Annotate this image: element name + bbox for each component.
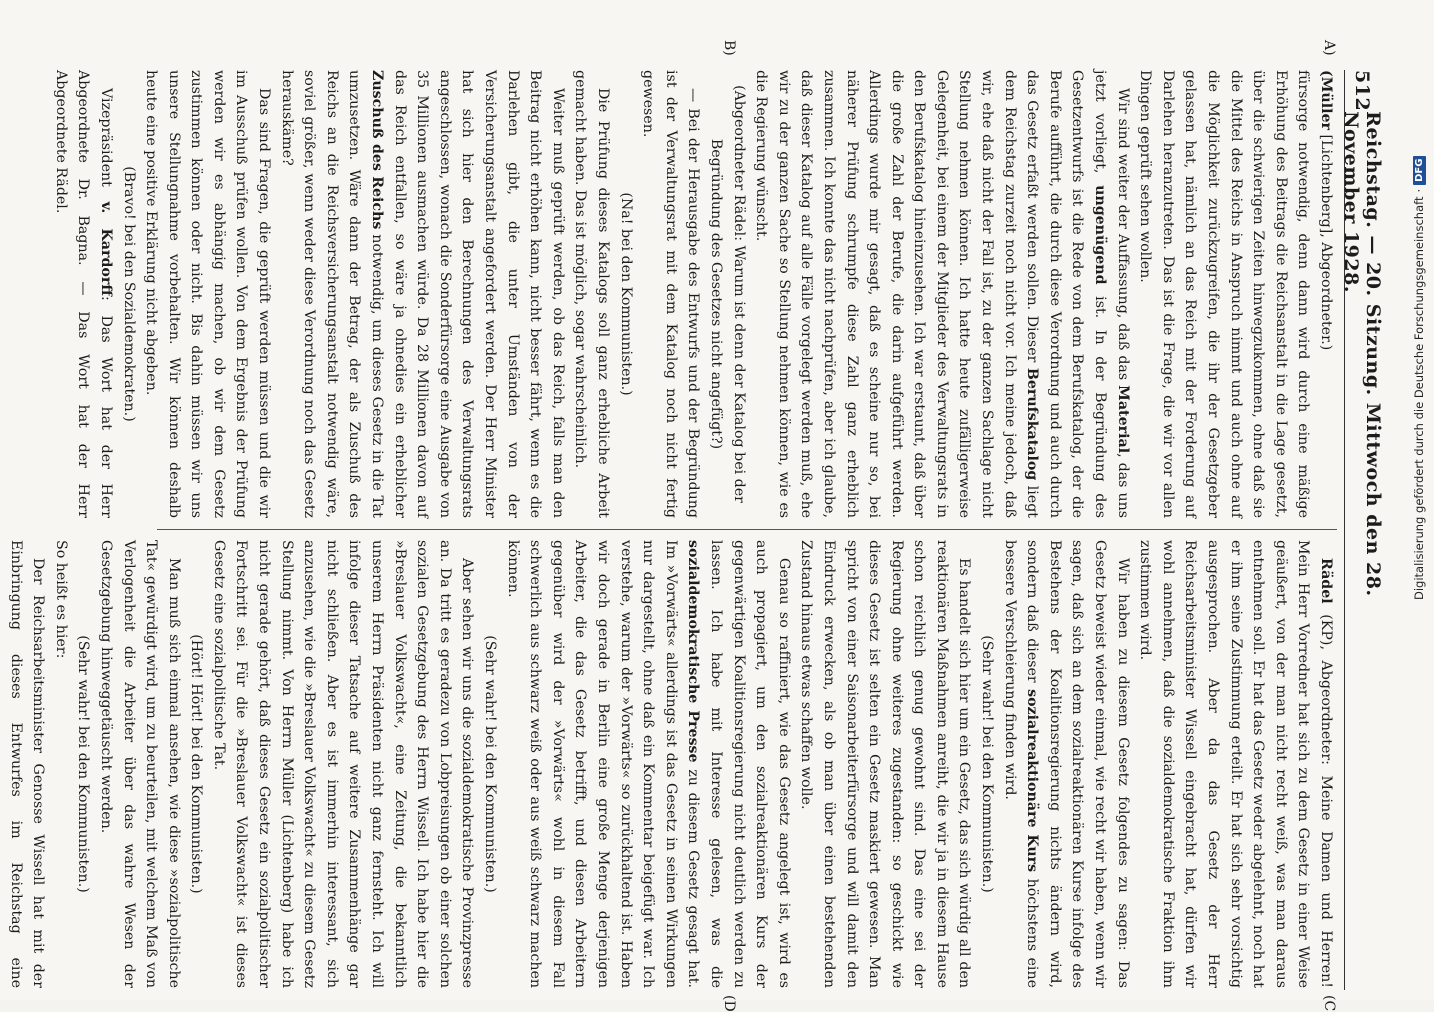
left-column <box>49 70 1337 518</box>
paragraph: Das sind Fragen, die geprüft werden müssen und die wir im Ausschuß prüfen wollen. Von dem Ergebnis der Prüfung werden wir es abhängig machen, ob wir dem Gesetz zustimmen können oder nicht. Bis dahin müssen wir uns unsere Stellungnahme vorbehalten. Wir können deshalb heute eine positive Erklärung nicht abgeben. <box>143 70 273 518</box>
page-title: Reichstag. — 20. Sitzung. Mittwoch den 28. November 1928. <box>1340 111 1384 597</box>
column-divider <box>157 529 1337 530</box>
paragraph: Weiter muß geprüft werden, ob das Reich, falls man den Beitrag nicht erhöhen kann, nicht besser fährt, wenn es die Darlehen gibt, die unter Umständen von der Versicherungsanstalt angefordert werden. Der Herr Minister hat sich hier den Berechnungen des Verwaltungsrats angeschlossen, wonach die Sonderfürsorge eine Ausgabe von 35 Millionen ausmachen würde. Da 28 Millionen davon auf das Reich entfallen, so wäre ja ohnedies ein erheblicher Zuschuß des Reichs notwendig, um dieses Gesetz in die Tat umzusetzen. Wäre dann der Betrag, der als Zuschuß des Reichs an die Reichsversicherungsanstalt notwendig wäre, soviel größer, wenn weder diese Verordnung noch das Gesetz herauskäme? <box>278 70 566 518</box>
interjection: (Sehr wahr! bei den Kommunisten.) <box>482 635 499 893</box>
page-number: 512 <box>1351 70 1373 112</box>
paragraph: Wir haben zu diesem Gesetz folgendes zu sagen: Das Gesetz beweist wieder einmal, wie recht wir haben, wenn wir sagen, daß sich an dem sozialreaktionären Kurse infolge des Bestehens der Koalitionsregierung nichts ändern wird, sondern daß dieser sozialreaktionäre Kurs höchstens eine bessere Verschleierung finden wird. <box>1001 540 1131 989</box>
paragraph: — Bei der Herausgabe des Entwurfs und der Begründung ist der Verwaltungsrat mit dem Katalog noch nicht fertig gewesen. <box>640 70 702 518</box>
right-column <box>0 540 1337 988</box>
paragraph: Aber sehen wir uns die sozialdemokratische Provinzpresse an. Da tritt es geradezu von Lobpreisungen ob einer solchen sozialen Gesetzgebung des Herrn Wissell. Ich habe hier die »Breslauer Volkswacht«, eine Zeitung, die bekanntlich unserem Herrn Präsidenten nicht ganz fernsteht. Ich will infolge dieser Tatsache auf weitere Zusammenhänge gar nicht schließen. Aber es ist immerhin interessant, sich anzusehen, wie die »Breslauer Volkswacht« zu diesem Gesetz Stellung nimmt. Von Herrn Müller (Lichtenberg) habe ich nicht gerade gehört, daß dieses Gesetz ein sozialpolitischer Fortschritt sei. Für die »Breslauer Volkswacht« ist dieses Gesetz eine sozialpolitische Tat. <box>210 540 476 988</box>
paragraph: So heißt es hier: <box>52 540 69 659</box>
paragraph: Wir sind weiter der Auffassung, daß das Material, das uns jetzt vorliegt, ungenügend ist. In der Begründung des Gesetzentwurfs ist die Rede von dem Berufskatalog, der die Berufe aufführt, die durch diese Verordnung und auch durch das Gesetz erfaßt werden sollen. Dieser Berufskatalog liegt dem Reichstag zurzeit noch nicht vor. Ich meine jedoch, daß wir, ehe daß nicht der Fall ist, zu der ganzen Sachlage nicht Stellung nehmen können. Ich hatte heute zufälligerweise Gelegenheit, bei einem der Mitglieder des Verwaltungsrats in den Berufskatalog hineinzusehen. Ich war erstaunt, daß über die große Zahl der Berufe, die darin aufgeführt werden. Allerdings wurde mir gesagt, daß es scheine nur so, bei näherer Prüfung schrumpfe diese Zahl ganz erheblich zusammen. Ich konnte das nicht nachprüfen, aber ich glaube, daß dieser Katalog auf alle Fälle vorgelegt werden muß, ehe wir zu der ganzen Sache so Stellung nehmen können, wie es die Regierung wünscht. <box>753 70 1131 518</box>
header-rule <box>1344 70 1345 990</box>
margin-mark-a: A) <box>1321 40 1337 56</box>
interjection: (Bravo! bei den Sozialdemokraten.) <box>120 166 137 422</box>
interjection: (Abgeordneter Rädel: Warum ist denn der Katalog bei der Begründung des Gesetzes nicht angefügt?) <box>707 85 747 503</box>
paragraph: Man muß sich einmal ansehen, wie diese »sozialpolitische Tat« gewürdigt wird, um zu beurteilen, mit welchem Maß von Verlogenheit die Arbeiter über das wahre Wesen der Gesetzgebung hinweggetäuscht werden. <box>97 540 182 988</box>
interjection: (Sehr wahr! bei den Kommunisten.) <box>75 635 92 893</box>
margin-mark-d: (D <box>721 995 737 1012</box>
paragraph: Vizepräsident v. Kardorff: Das Wort hat der Herr Abgeordnete Dr. Bagna. — Das Wort hat der Herr Abgeordnete Rädel. <box>52 70 114 518</box>
paragraph: Rädel (KP), Abgeordneter: Meine Damen und Herren! Mein Herr Vorredner hat sich zu dem Gesetz in einer Weise geäußert, von der man nicht recht weiß, was man daraus entnehmen soll. Er hat das Gesetz weder abgelehnt, noch hat er ihm seine Zustimmung erteilt. Er hat sich sehr vorsichtig ausgesprochen. Aber da das Gesetz der Herr Reichsarbeitsminister Wissell eingebracht hat, dürfen wir wohl annehmen, daß die sozialdemokratische Fraktion ihm zustimmen wird. <box>1137 540 1334 988</box>
margin-mark-c: (C <box>1321 995 1337 1012</box>
paragraph: Die Prüfung dieses Katalogs soll ganz erhebliche Arbeit gemacht haben. Das ist möglich, sogar wahrscheinlich. <box>572 70 611 518</box>
paragraph: fürsorge notwendig, denn dann wird durch eine mäßige Erhöhung des Beitrags die Reichsanstalt in die Lage gesetzt, über die schwierigen Zeiten hinwegzukommen, ohne daß sie die Mittel des Reichs in Anspruch nimmt und auch ohne auf die Möglichkeit zurückzugreifen, die ihr der Gesetzgeber gelassen hat, nämlich an das Reich mit der Forderung auf Darlehen heranzutreten. Das ist die Frage, die wir vor allen Dingen geprüft sehen wollen. <box>1137 70 1312 518</box>
interjection: (Na! bei den Kommunisten.) <box>617 192 634 396</box>
paragraph: Genau so raffiniert, wie das Gesetz angelegt ist, wird es auch propagiert, um den sozialreaktionären Kurs der gegenwärtigen Koalitionsregierung nicht deutlich werden zu lassen. Ich habe mit Interesse gelesen, was die sozialdemokratische Presse zu diesem Gesetz gesagt hat. Im »Vorwärts« allerdings ist das Gesetz in seinen Wirkungen nur dargestellt, ohne daß ein Kommentar beigefügt war. Ich verstehe, warum der »Vorwärts« so zurückhaltend ist. Haben wir doch gerade in Berlin eine große Menge derjenigen Arbeiter, die das Gesetz betrifft, und diesen Arbeitern gegenüber wird der »Vorwärts« wohl in diesem Fall schwerlich aus schwarz weiß oder aus weiß schwarz machen können. <box>504 540 792 989</box>
dfg-logo: DFG <box>1413 156 1426 185</box>
margin-mark-b: B) <box>721 40 737 56</box>
page-header <box>1340 70 1384 990</box>
interjection: (Sehr wahr! bei den Kommunisten.) <box>979 635 996 893</box>
interjection: (Hört! Hört! bei den Kommunisten.) <box>188 634 205 894</box>
rotated-page-content <box>7 40 1384 1012</box>
credit-text: Digitalisierung gefördert durch die Deutsche Forschungsgemeinschaft <box>1412 196 1426 600</box>
digitization-credit: Digitalisierung gefördert durch die Deutsche Forschungsgemeinschaft · DFG <box>1411 200 1427 600</box>
paragraph: (Müller [Lichtenberg], Abgeordneter.) <box>1318 70 1334 351</box>
paragraph: Es handelt sich hier um ein Gesetz, das sich würdig all den reaktionären Maßnahmen anreiht, die wir ja in diesem Hause schon reichlich genug gewohnt sind. Das eine sei der Regierung ohne weiteres zugestanden: so geschickt wie dieses Gesetz ist selten ein Gesetz maskiert gewesen. Man spricht von einer Saisonarbeiterfürsorge und will damit den Eindruck erwecken, als ob man über einen bestehenden Zustand hinaus etwas schaffen wolle. <box>798 540 973 988</box>
paragraph: Der Reichsarbeitsminister Genosse Wissell hat mit der Einbringung dieses Entwurfes im Reichstag eine <box>7 540 47 988</box>
